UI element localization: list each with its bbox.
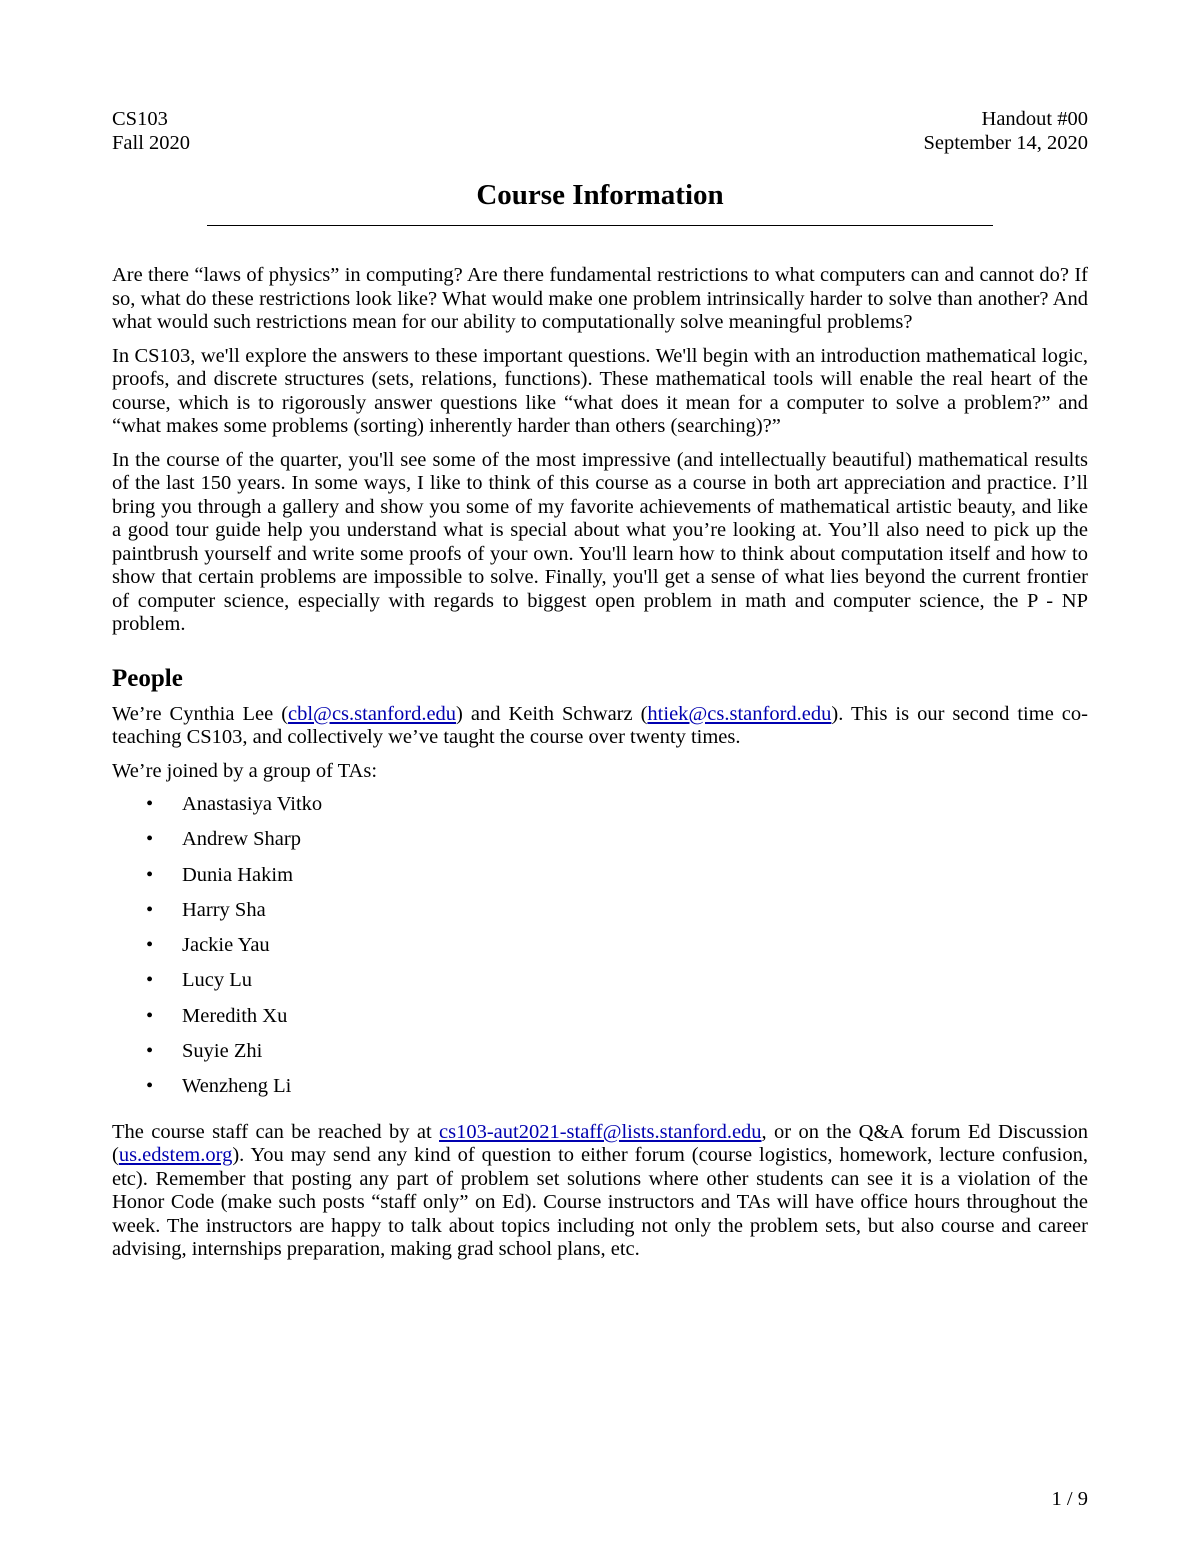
bullet-icon: • (146, 793, 154, 815)
ta-name: Meredith Xu (182, 1004, 288, 1027)
intro-paragraph-1: Are there “laws of physics” in computing? Are there fundamental restrictions to what computers can and cannot do? If so, what do these restrictions look like? What would make one problem intrinsically harder to solve than another? And what would such restrictions mean for our ability to computationally solve meaningful problems? (112, 264, 1088, 333)
bullet-icon: • (146, 1075, 154, 1098)
instructors-text-c: ). This is our second time co-teaching CS103, and collectively we’ve taught the course over twenty times. (112, 702, 1088, 748)
bullet-icon: • (146, 828, 154, 851)
people-heading: People (112, 664, 183, 692)
staff-contact-paragraph (112, 1121, 1088, 1262)
header-left (112, 108, 190, 155)
title-rule (207, 225, 993, 226)
list-item (112, 899, 1088, 934)
staff-text-c: ). You may send any kind of question to either forum (course logistics, homework, lecture confusion, etc). Remember that posting any part of problem set solutions where other students can see it is a violation of the Honor Code (make such posts “staff only” on Ed). Course instructors and TAs will have office hours throughout the week. The instructors are happy to talk about topics including not only the problem sets, but also course and career advising, internships preparation, making grad school plans, etc. (112, 1144, 1088, 1261)
ta-name: Jackie Yau (182, 934, 270, 957)
ta-name: Wenzheng Li (182, 1075, 292, 1098)
cynthia-email-link[interactable]: cbl@cs.stanford.edu (288, 702, 457, 725)
document-page (112, 108, 1088, 1272)
instructors-text-a: We’re Cynthia Lee ( (112, 702, 289, 725)
intro-paragraph-3: In the course of the quarter, you'll see some of the most impressive (and intellectually beautiful) mathematical results of the last 150 years. In some ways, I like to think of this course as a course in both art appreciation and practice. I’ll bring you through a gallery and show you some of my favorite achievements of mathematical artistic beauty, and like a good tour guide help you understand what is special about what you’re looking at. You’ll also need to pick up the paintbrush yourself and write some proofs of your own. You'll learn how to think about computation itself and how to show that certain problems are impossible to solve. Finally, you'll get a sense of what lies beyond the current frontier of computer science, especially with regards to biggest open problem in math and computer science, the P - NP problem. (112, 448, 1088, 635)
staff-text-b: , or on the Q&A forum Ed Discussion ( (112, 1120, 1088, 1167)
ta-name: Dunia Hakim (182, 863, 294, 886)
list-item (112, 793, 1088, 828)
list-item (112, 1075, 1088, 1110)
handout-date: September 14, 2020 (923, 131, 1088, 154)
staff-email-link[interactable]: cs103-aut2021-staff@lists.stanford.edu (439, 1120, 762, 1143)
bullet-icon: • (146, 863, 154, 886)
ta-name: Lucy Lu (182, 969, 253, 992)
staff-text-a: The course staff can be reached by at (112, 1120, 440, 1143)
bullet-icon: • (146, 1040, 154, 1063)
list-item (112, 1040, 1088, 1075)
header-right (923, 108, 1088, 155)
list-item (112, 1005, 1088, 1040)
page-number: 1 / 9 (1051, 1488, 1088, 1510)
instructors-text-b: ) and Keith Schwarz ( (456, 702, 648, 725)
term: Fall 2020 (112, 131, 191, 154)
document-body (112, 264, 1088, 1262)
bullet-icon: • (146, 898, 154, 921)
ta-name: Andrew Sharp (182, 828, 301, 851)
list-item (112, 934, 1088, 969)
bullet-icon: • (146, 934, 154, 957)
list-item (112, 969, 1088, 1004)
instructors-paragraph (112, 703, 1088, 750)
handout-number: Handout #00 (981, 108, 1088, 130)
ta-name: Harry Sha (182, 898, 266, 921)
bullet-icon: • (146, 1004, 154, 1027)
ta-name: Anastasiya Vitko (182, 793, 323, 815)
intro-paragraph-2: In CS103, we'll explore the answers to these important questions. We'll begin with an introduction mathematical logic, proofs, and discrete structures (sets, relations, functions). These mathematical tools will enable the real heart of the course, which is to rigorously answer questions like “what does it mean for a computer to solve a problem?” and “what makes some problems (sorting) inherently harder than others (searching)?” (112, 344, 1088, 437)
bullet-icon: • (146, 969, 154, 992)
edstem-link[interactable]: us.edstem.org (118, 1144, 233, 1167)
list-item (112, 864, 1088, 899)
page-header (112, 108, 1088, 156)
keith-email-link[interactable]: htiek@cs.stanford.edu (647, 702, 832, 725)
tas-intro: We’re joined by a group of TAs: (112, 759, 378, 782)
ta-name: Suyie Zhi (182, 1040, 263, 1063)
ta-list (112, 793, 1088, 1111)
page-title: Course Information (476, 179, 724, 211)
course-code: CS103 (112, 108, 168, 130)
list-item (112, 828, 1088, 863)
